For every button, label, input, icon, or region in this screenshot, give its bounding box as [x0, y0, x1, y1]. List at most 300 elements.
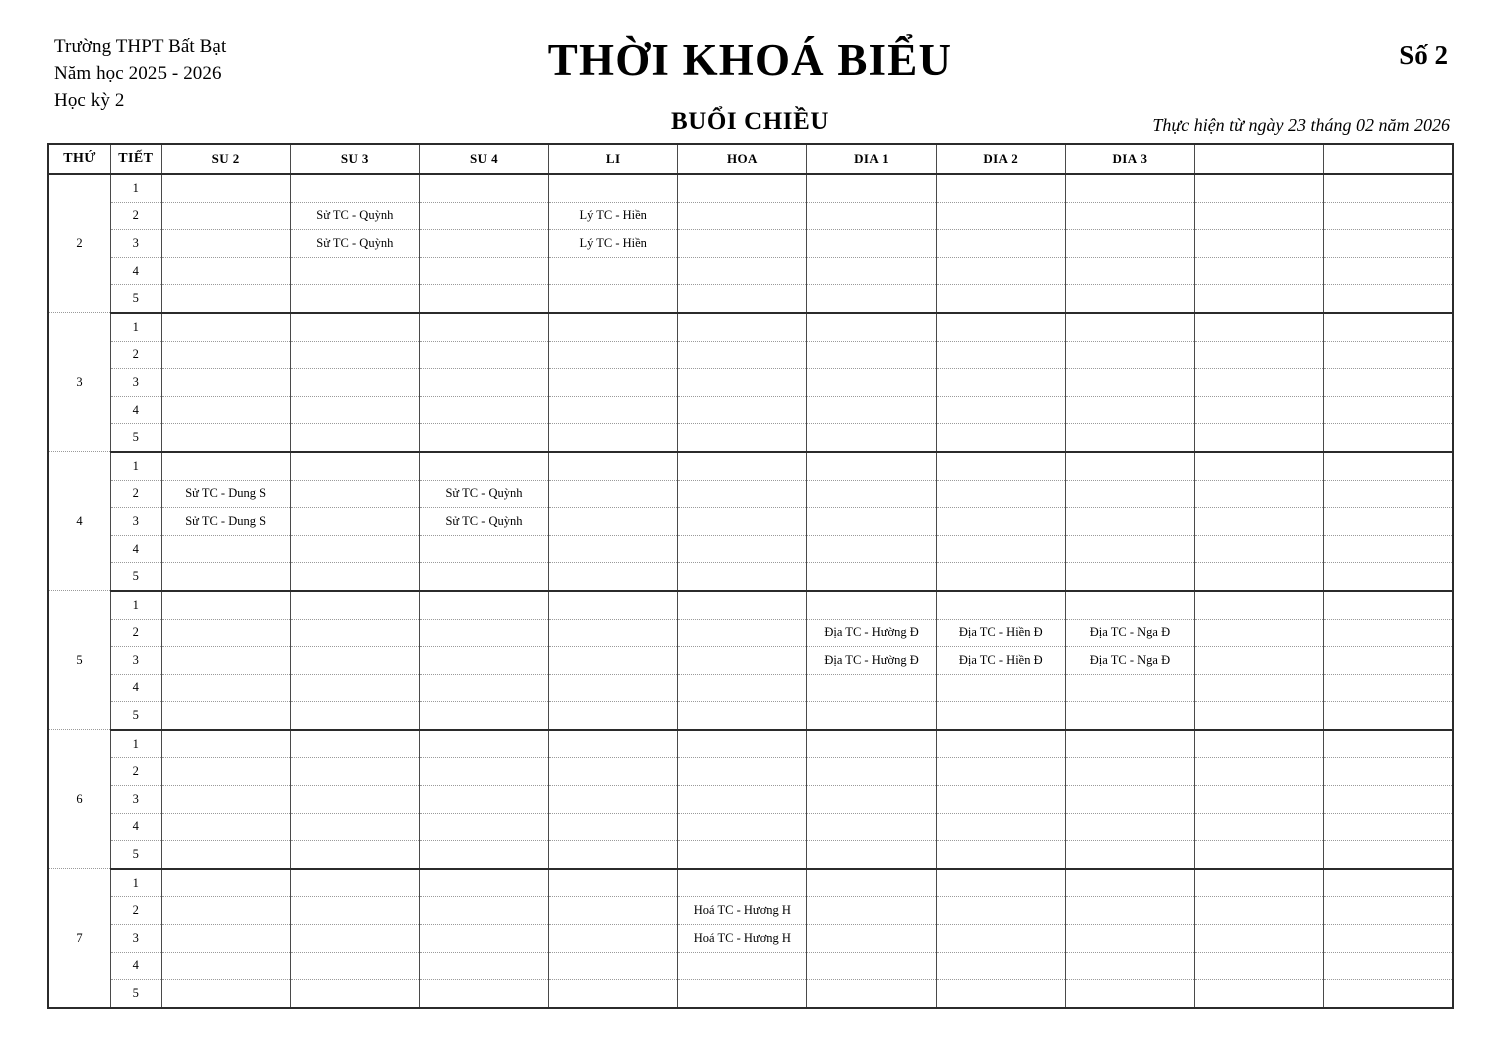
schedule-cell[interactable] — [549, 174, 678, 202]
schedule-cell[interactable] — [290, 869, 419, 897]
schedule-cell[interactable] — [1195, 980, 1324, 1008]
schedule-cell[interactable] — [549, 869, 678, 897]
schedule-cell[interactable] — [807, 841, 936, 869]
schedule-cell[interactable] — [549, 424, 678, 452]
schedule-cell[interactable] — [936, 452, 1065, 480]
schedule-cell[interactable] — [678, 452, 807, 480]
schedule-cell[interactable] — [549, 813, 678, 841]
schedule-cell[interactable] — [161, 257, 290, 285]
schedule-cell[interactable] — [419, 313, 548, 341]
schedule-cell[interactable] — [419, 952, 548, 980]
schedule-cell[interactable] — [419, 980, 548, 1008]
schedule-cell[interactable] — [1065, 202, 1194, 230]
schedule-cell[interactable] — [161, 396, 290, 424]
schedule-cell[interactable] — [161, 563, 290, 591]
schedule-cell[interactable] — [1195, 202, 1324, 230]
schedule-cell[interactable] — [290, 591, 419, 619]
schedule-cell[interactable] — [1195, 341, 1324, 369]
schedule-cell[interactable] — [678, 480, 807, 508]
schedule-cell[interactable] — [936, 730, 1065, 758]
schedule-cell[interactable] — [678, 619, 807, 647]
schedule-cell[interactable] — [1324, 758, 1453, 786]
schedule-cell[interactable] — [1065, 758, 1194, 786]
schedule-cell[interactable] — [1065, 313, 1194, 341]
schedule-cell[interactable] — [936, 257, 1065, 285]
schedule-cell[interactable] — [1324, 452, 1453, 480]
schedule-cell[interactable] — [678, 285, 807, 313]
schedule-cell[interactable] — [549, 925, 678, 953]
schedule-cell[interactable] — [1324, 980, 1453, 1008]
schedule-cell[interactable] — [161, 647, 290, 675]
schedule-cell[interactable] — [419, 230, 548, 258]
schedule-cell[interactable]: Địa TC - Nga Đ — [1065, 619, 1194, 647]
schedule-cell[interactable] — [807, 508, 936, 536]
schedule-cell[interactable]: Lý TC - Hiền — [549, 230, 678, 258]
schedule-cell[interactable] — [807, 174, 936, 202]
schedule-cell[interactable] — [678, 813, 807, 841]
schedule-cell[interactable] — [678, 702, 807, 730]
schedule-cell[interactable] — [1324, 730, 1453, 758]
schedule-cell[interactable] — [936, 174, 1065, 202]
schedule-cell[interactable] — [161, 285, 290, 313]
schedule-cell[interactable] — [1324, 341, 1453, 369]
schedule-cell[interactable] — [419, 647, 548, 675]
schedule-cell[interactable] — [1324, 396, 1453, 424]
schedule-cell[interactable] — [1195, 313, 1324, 341]
schedule-cell[interactable] — [1195, 925, 1324, 953]
schedule-cell[interactable]: Sử TC - Dung S — [161, 508, 290, 536]
schedule-cell[interactable] — [1065, 563, 1194, 591]
schedule-cell[interactable] — [1324, 369, 1453, 397]
schedule-cell[interactable] — [290, 758, 419, 786]
schedule-cell[interactable] — [1065, 424, 1194, 452]
schedule-cell[interactable] — [161, 230, 290, 258]
schedule-cell[interactable] — [1195, 563, 1324, 591]
schedule-cell[interactable] — [290, 897, 419, 925]
schedule-cell[interactable] — [1324, 313, 1453, 341]
schedule-cell[interactable] — [1065, 396, 1194, 424]
schedule-cell[interactable] — [290, 619, 419, 647]
schedule-cell[interactable]: Sử TC - Quỳnh — [290, 230, 419, 258]
schedule-cell[interactable] — [936, 758, 1065, 786]
schedule-cell[interactable] — [1195, 591, 1324, 619]
schedule-cell[interactable] — [419, 702, 548, 730]
schedule-cell[interactable] — [549, 563, 678, 591]
schedule-cell[interactable] — [1195, 396, 1324, 424]
schedule-cell[interactable] — [807, 674, 936, 702]
schedule-cell[interactable] — [290, 841, 419, 869]
schedule-cell[interactable] — [807, 452, 936, 480]
schedule-cell[interactable] — [549, 508, 678, 536]
schedule-cell[interactable] — [1324, 702, 1453, 730]
schedule-cell[interactable] — [807, 369, 936, 397]
schedule-cell[interactable] — [678, 563, 807, 591]
schedule-cell[interactable] — [290, 952, 419, 980]
schedule-cell[interactable] — [549, 897, 678, 925]
schedule-cell[interactable] — [807, 424, 936, 452]
schedule-cell[interactable] — [290, 730, 419, 758]
schedule-cell[interactable] — [678, 230, 807, 258]
schedule-cell[interactable] — [1324, 786, 1453, 814]
schedule-cell[interactable] — [161, 591, 290, 619]
schedule-cell[interactable] — [549, 786, 678, 814]
schedule-cell[interactable] — [1324, 424, 1453, 452]
schedule-cell[interactable] — [290, 257, 419, 285]
schedule-cell[interactable] — [290, 396, 419, 424]
schedule-cell[interactable] — [290, 535, 419, 563]
schedule-cell[interactable] — [1324, 591, 1453, 619]
schedule-cell[interactable] — [678, 424, 807, 452]
schedule-cell[interactable] — [549, 980, 678, 1008]
schedule-cell[interactable] — [936, 813, 1065, 841]
schedule-cell[interactable] — [807, 925, 936, 953]
schedule-cell[interactable] — [678, 647, 807, 675]
schedule-cell[interactable] — [161, 702, 290, 730]
schedule-cell[interactable] — [1195, 174, 1324, 202]
schedule-cell[interactable] — [678, 341, 807, 369]
schedule-cell[interactable] — [1195, 369, 1324, 397]
schedule-cell[interactable] — [1065, 925, 1194, 953]
schedule-cell[interactable] — [1065, 841, 1194, 869]
schedule-cell[interactable] — [161, 758, 290, 786]
schedule-cell[interactable] — [1195, 674, 1324, 702]
schedule-cell[interactable] — [161, 869, 290, 897]
schedule-cell[interactable] — [419, 535, 548, 563]
schedule-cell[interactable] — [807, 730, 936, 758]
schedule-cell[interactable] — [290, 174, 419, 202]
schedule-cell[interactable] — [1195, 730, 1324, 758]
schedule-cell[interactable] — [936, 897, 1065, 925]
schedule-cell[interactable] — [1195, 285, 1324, 313]
schedule-cell[interactable] — [161, 730, 290, 758]
schedule-cell[interactable] — [161, 980, 290, 1008]
schedule-cell[interactable] — [936, 285, 1065, 313]
schedule-cell[interactable] — [161, 674, 290, 702]
schedule-cell[interactable]: Sử TC - Quỳnh — [290, 202, 419, 230]
schedule-cell[interactable] — [1195, 786, 1324, 814]
schedule-cell[interactable] — [419, 591, 548, 619]
schedule-cell[interactable] — [807, 202, 936, 230]
schedule-cell[interactable] — [549, 480, 678, 508]
schedule-cell[interactable]: Hoá TC - Hương H — [678, 897, 807, 925]
schedule-cell[interactable] — [549, 619, 678, 647]
schedule-cell[interactable] — [936, 563, 1065, 591]
schedule-cell[interactable] — [678, 980, 807, 1008]
schedule-cell[interactable] — [290, 786, 419, 814]
schedule-cell[interactable] — [419, 424, 548, 452]
schedule-cell[interactable] — [549, 369, 678, 397]
schedule-cell[interactable] — [290, 313, 419, 341]
schedule-cell[interactable] — [549, 396, 678, 424]
schedule-cell[interactable] — [678, 174, 807, 202]
schedule-cell[interactable] — [1195, 424, 1324, 452]
schedule-cell[interactable] — [290, 647, 419, 675]
schedule-cell[interactable] — [936, 341, 1065, 369]
schedule-cell[interactable] — [1065, 786, 1194, 814]
schedule-cell[interactable] — [1195, 813, 1324, 841]
schedule-cell[interactable] — [419, 758, 548, 786]
schedule-cell[interactable] — [290, 341, 419, 369]
schedule-cell[interactable] — [807, 869, 936, 897]
schedule-cell[interactable] — [290, 925, 419, 953]
schedule-cell[interactable] — [1065, 508, 1194, 536]
schedule-cell[interactable] — [807, 980, 936, 1008]
schedule-cell[interactable] — [1324, 480, 1453, 508]
schedule-cell[interactable] — [678, 786, 807, 814]
schedule-cell[interactable] — [1195, 869, 1324, 897]
schedule-cell[interactable]: Địa TC - Hường Đ — [807, 647, 936, 675]
schedule-cell[interactable] — [1065, 480, 1194, 508]
schedule-cell[interactable] — [161, 786, 290, 814]
schedule-cell[interactable] — [290, 508, 419, 536]
schedule-cell[interactable] — [161, 813, 290, 841]
schedule-cell[interactable] — [936, 869, 1065, 897]
schedule-cell[interactable] — [419, 869, 548, 897]
schedule-cell[interactable] — [678, 841, 807, 869]
schedule-cell[interactable] — [1065, 341, 1194, 369]
schedule-cell[interactable] — [1324, 897, 1453, 925]
schedule-cell[interactable] — [419, 813, 548, 841]
schedule-cell[interactable] — [936, 786, 1065, 814]
schedule-cell[interactable] — [678, 313, 807, 341]
schedule-cell[interactable] — [419, 285, 548, 313]
schedule-cell[interactable]: Địa TC - Nga Đ — [1065, 647, 1194, 675]
schedule-cell[interactable] — [290, 980, 419, 1008]
schedule-cell[interactable] — [1065, 591, 1194, 619]
schedule-cell[interactable] — [161, 841, 290, 869]
schedule-cell[interactable] — [1065, 369, 1194, 397]
schedule-cell[interactable] — [1195, 619, 1324, 647]
schedule-cell[interactable] — [290, 424, 419, 452]
schedule-cell[interactable] — [1065, 674, 1194, 702]
schedule-cell[interactable] — [419, 341, 548, 369]
schedule-cell[interactable] — [936, 424, 1065, 452]
schedule-cell[interactable] — [1195, 702, 1324, 730]
schedule-cell[interactable] — [1195, 452, 1324, 480]
schedule-cell[interactable] — [1195, 647, 1324, 675]
schedule-cell[interactable] — [678, 952, 807, 980]
schedule-cell[interactable]: Địa TC - Hiền Đ — [936, 647, 1065, 675]
schedule-cell[interactable] — [1324, 925, 1453, 953]
schedule-cell[interactable] — [807, 702, 936, 730]
schedule-cell[interactable] — [1195, 952, 1324, 980]
schedule-cell[interactable] — [1065, 702, 1194, 730]
schedule-cell[interactable] — [161, 952, 290, 980]
schedule-cell[interactable] — [290, 702, 419, 730]
schedule-cell[interactable] — [1065, 285, 1194, 313]
schedule-cell[interactable] — [549, 758, 678, 786]
schedule-cell[interactable] — [549, 591, 678, 619]
schedule-cell[interactable] — [678, 202, 807, 230]
schedule-cell[interactable] — [1324, 869, 1453, 897]
schedule-cell[interactable] — [419, 674, 548, 702]
schedule-cell[interactable] — [678, 758, 807, 786]
schedule-cell[interactable] — [1324, 563, 1453, 591]
schedule-cell[interactable] — [549, 674, 678, 702]
schedule-cell[interactable] — [419, 369, 548, 397]
schedule-cell[interactable] — [936, 591, 1065, 619]
schedule-cell[interactable] — [549, 702, 678, 730]
schedule-cell[interactable] — [1195, 758, 1324, 786]
schedule-cell[interactable] — [290, 563, 419, 591]
schedule-cell[interactable] — [936, 980, 1065, 1008]
schedule-cell[interactable] — [549, 341, 678, 369]
schedule-cell[interactable] — [419, 730, 548, 758]
schedule-cell[interactable] — [1065, 257, 1194, 285]
schedule-cell[interactable] — [807, 952, 936, 980]
schedule-cell[interactable] — [1065, 813, 1194, 841]
schedule-cell[interactable] — [419, 563, 548, 591]
schedule-cell[interactable] — [807, 591, 936, 619]
schedule-cell[interactable] — [807, 786, 936, 814]
schedule-cell[interactable] — [807, 396, 936, 424]
schedule-cell[interactable] — [936, 480, 1065, 508]
schedule-cell[interactable] — [1065, 897, 1194, 925]
schedule-cell[interactable] — [549, 313, 678, 341]
schedule-cell[interactable] — [936, 508, 1065, 536]
schedule-cell[interactable] — [419, 174, 548, 202]
schedule-cell[interactable] — [1195, 257, 1324, 285]
schedule-cell[interactable]: Sử TC - Quỳnh — [419, 508, 548, 536]
schedule-cell[interactable] — [290, 369, 419, 397]
schedule-cell[interactable] — [419, 396, 548, 424]
schedule-cell[interactable] — [1065, 980, 1194, 1008]
schedule-cell[interactable] — [936, 841, 1065, 869]
schedule-cell[interactable] — [1065, 869, 1194, 897]
schedule-cell[interactable] — [549, 535, 678, 563]
schedule-cell[interactable] — [1324, 619, 1453, 647]
schedule-cell[interactable] — [807, 563, 936, 591]
schedule-cell[interactable] — [549, 452, 678, 480]
schedule-cell[interactable] — [936, 674, 1065, 702]
schedule-cell[interactable] — [419, 619, 548, 647]
schedule-cell[interactable] — [1065, 535, 1194, 563]
schedule-cell[interactable]: Địa TC - Hường Đ — [807, 619, 936, 647]
schedule-cell[interactable] — [1195, 535, 1324, 563]
schedule-cell[interactable] — [1324, 952, 1453, 980]
schedule-cell[interactable] — [1065, 952, 1194, 980]
schedule-cell[interactable] — [678, 869, 807, 897]
schedule-cell[interactable] — [419, 925, 548, 953]
schedule-cell[interactable] — [1324, 841, 1453, 869]
schedule-cell[interactable] — [1324, 202, 1453, 230]
schedule-cell[interactable] — [1324, 674, 1453, 702]
schedule-cell[interactable] — [419, 452, 548, 480]
schedule-cell[interactable] — [290, 674, 419, 702]
schedule-cell[interactable] — [807, 480, 936, 508]
schedule-cell[interactable]: Lý TC - Hiền — [549, 202, 678, 230]
schedule-cell[interactable] — [161, 452, 290, 480]
schedule-cell[interactable] — [161, 619, 290, 647]
schedule-cell[interactable] — [161, 925, 290, 953]
schedule-cell[interactable]: Sử TC - Quỳnh — [419, 480, 548, 508]
schedule-cell[interactable] — [290, 452, 419, 480]
schedule-cell[interactable] — [936, 313, 1065, 341]
schedule-cell[interactable] — [678, 730, 807, 758]
schedule-cell[interactable] — [807, 758, 936, 786]
schedule-cell[interactable] — [936, 925, 1065, 953]
schedule-cell[interactable] — [419, 202, 548, 230]
schedule-cell[interactable] — [678, 674, 807, 702]
schedule-cell[interactable] — [936, 396, 1065, 424]
schedule-cell[interactable] — [1324, 174, 1453, 202]
schedule-cell[interactable] — [1324, 647, 1453, 675]
schedule-cell[interactable] — [290, 813, 419, 841]
schedule-cell[interactable] — [936, 702, 1065, 730]
schedule-cell[interactable] — [1065, 174, 1194, 202]
schedule-cell[interactable] — [1195, 508, 1324, 536]
schedule-cell[interactable] — [1195, 897, 1324, 925]
schedule-cell[interactable] — [549, 647, 678, 675]
schedule-cell[interactable] — [1065, 730, 1194, 758]
schedule-cell[interactable] — [807, 313, 936, 341]
schedule-cell[interactable] — [1324, 508, 1453, 536]
schedule-cell[interactable] — [678, 535, 807, 563]
schedule-cell[interactable] — [290, 480, 419, 508]
schedule-cell[interactable] — [549, 730, 678, 758]
schedule-cell[interactable] — [419, 897, 548, 925]
schedule-cell[interactable]: Địa TC - Hiền Đ — [936, 619, 1065, 647]
schedule-cell[interactable] — [1324, 535, 1453, 563]
schedule-cell[interactable] — [678, 257, 807, 285]
schedule-cell[interactable] — [549, 841, 678, 869]
schedule-cell[interactable] — [419, 786, 548, 814]
schedule-cell[interactable]: Hoá TC - Hương H — [678, 925, 807, 953]
schedule-cell[interactable] — [807, 897, 936, 925]
schedule-cell[interactable] — [807, 257, 936, 285]
schedule-cell[interactable] — [549, 257, 678, 285]
schedule-cell[interactable] — [1195, 841, 1324, 869]
schedule-cell[interactable] — [1324, 813, 1453, 841]
schedule-cell[interactable] — [161, 369, 290, 397]
schedule-cell[interactable] — [161, 535, 290, 563]
schedule-cell[interactable] — [936, 369, 1065, 397]
schedule-cell[interactable] — [1324, 285, 1453, 313]
schedule-cell[interactable] — [1324, 257, 1453, 285]
schedule-cell[interactable] — [1195, 230, 1324, 258]
schedule-cell[interactable] — [807, 535, 936, 563]
schedule-cell[interactable] — [678, 369, 807, 397]
schedule-cell[interactable] — [936, 230, 1065, 258]
schedule-cell[interactable] — [936, 535, 1065, 563]
schedule-cell[interactable] — [678, 591, 807, 619]
schedule-cell[interactable] — [161, 424, 290, 452]
schedule-cell[interactable] — [678, 396, 807, 424]
schedule-cell[interactable] — [807, 285, 936, 313]
schedule-cell[interactable] — [1195, 480, 1324, 508]
schedule-cell[interactable] — [290, 285, 419, 313]
schedule-cell[interactable] — [419, 841, 548, 869]
schedule-cell[interactable]: Sử TC - Dung S — [161, 480, 290, 508]
schedule-cell[interactable] — [936, 952, 1065, 980]
schedule-cell[interactable] — [807, 230, 936, 258]
schedule-cell[interactable] — [1065, 452, 1194, 480]
schedule-cell[interactable] — [161, 174, 290, 202]
schedule-cell[interactable] — [161, 897, 290, 925]
schedule-cell[interactable] — [549, 285, 678, 313]
schedule-cell[interactable] — [419, 257, 548, 285]
schedule-cell[interactable] — [161, 313, 290, 341]
schedule-cell[interactable] — [807, 813, 936, 841]
schedule-cell[interactable] — [1065, 230, 1194, 258]
schedule-cell[interactable] — [161, 341, 290, 369]
schedule-cell[interactable] — [549, 952, 678, 980]
schedule-cell[interactable] — [161, 202, 290, 230]
schedule-cell[interactable] — [807, 341, 936, 369]
schedule-cell[interactable] — [678, 508, 807, 536]
schedule-cell[interactable] — [1324, 230, 1453, 258]
schedule-cell[interactable] — [936, 202, 1065, 230]
